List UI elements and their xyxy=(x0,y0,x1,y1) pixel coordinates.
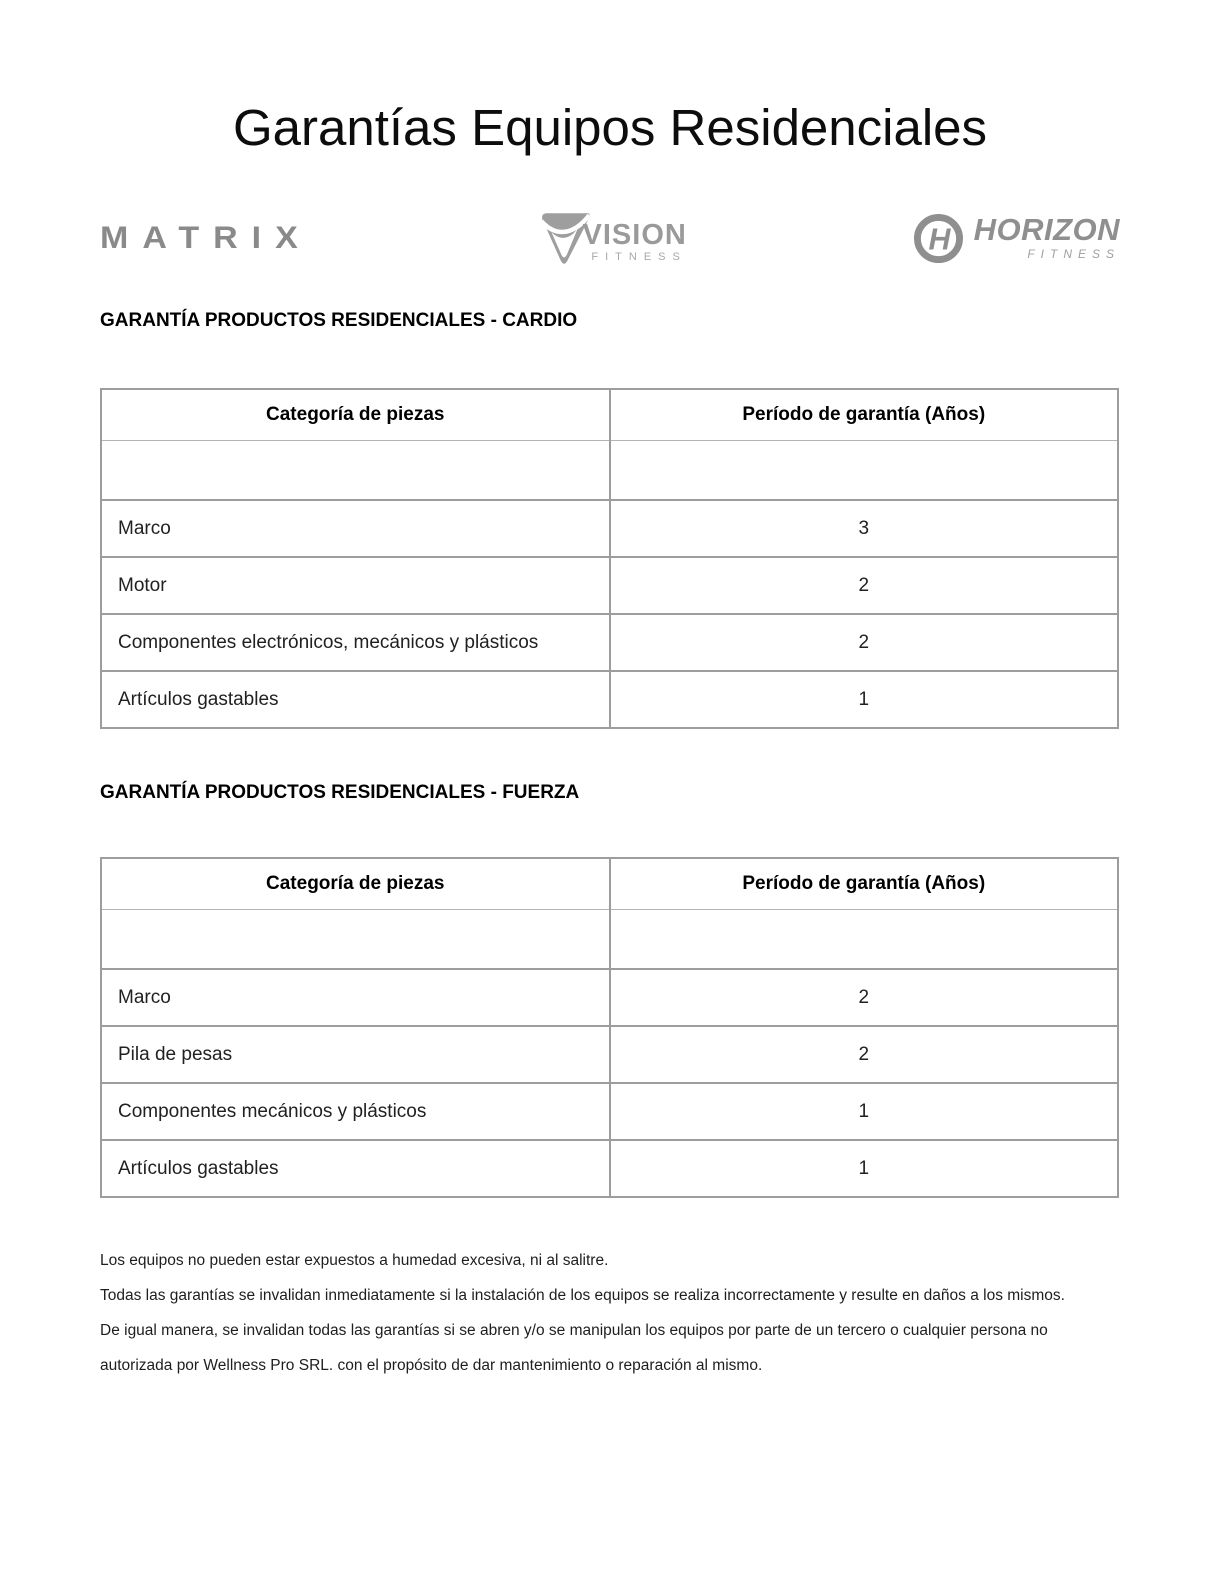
table-row xyxy=(101,557,1118,614)
column-header-category: Categoría de piezas xyxy=(101,389,610,440)
section-heading-cardio: GARANTÍA PRODUCTOS RESIDENCIALES - CARDIO xyxy=(100,310,578,331)
category-cell xyxy=(101,909,610,969)
note-humidity: Los equipos no pueden estar expuestos a humedad excesiva, ni al salitre. xyxy=(100,1252,609,1269)
category-cell: Marco xyxy=(101,500,610,557)
table-row xyxy=(101,1083,1118,1140)
period-cell: 3 xyxy=(610,500,1119,557)
period-cell: 2 xyxy=(610,969,1119,1026)
section-heading-fuerza: GARANTÍA PRODUCTOS RESIDENCIALES - FUERZA xyxy=(100,782,580,803)
category-cell: Componentes mecánicos y plásticos xyxy=(101,1083,610,1140)
category-cell: Pila de pesas xyxy=(101,1026,610,1083)
vision-wordmark xyxy=(582,218,687,263)
period-cell: 1 xyxy=(610,1083,1119,1140)
category-cell: Artículos gastables xyxy=(101,671,610,728)
disclaimer-notes xyxy=(100,1243,1120,1383)
period-cell: 2 xyxy=(610,614,1119,671)
svg-text:H: H xyxy=(928,221,951,256)
page-title: Garantías Equipos Residenciales xyxy=(232,99,988,156)
vision-fitness-label: FITNESS xyxy=(591,250,687,263)
table-header-row xyxy=(101,858,1118,909)
matrix-logo: MATRIX xyxy=(100,220,312,256)
table-row-empty xyxy=(101,909,1118,969)
period-cell: 1 xyxy=(610,1140,1119,1197)
document-page xyxy=(0,98,1220,1383)
table-row-empty xyxy=(101,440,1118,500)
table-row xyxy=(101,1026,1118,1083)
table-row xyxy=(101,500,1118,557)
table-cardio xyxy=(100,388,1119,729)
period-cell: 2 xyxy=(610,557,1119,614)
vision-fitness-logo xyxy=(538,208,687,269)
column-header-category: Categoría de piezas xyxy=(101,858,610,909)
period-cell xyxy=(610,440,1119,500)
category-cell: Marco xyxy=(101,969,610,1026)
category-cell: Artículos gastables xyxy=(101,1140,610,1197)
table-row xyxy=(101,671,1118,728)
column-header-period: Período de garantía (Años) xyxy=(610,858,1119,909)
table-row xyxy=(101,1140,1118,1197)
horizon-fitness-logo xyxy=(913,213,1120,264)
period-cell: 2 xyxy=(610,1026,1119,1083)
table-fuerza xyxy=(100,857,1119,1198)
brand-logos-row xyxy=(100,199,1120,277)
period-cell xyxy=(610,909,1119,969)
table-row xyxy=(101,969,1118,1026)
category-cell: Componentes electrónicos, mecánicos y plásticos xyxy=(101,614,610,671)
horizon-badge-icon xyxy=(913,213,964,264)
category-cell: Motor xyxy=(101,557,610,614)
note-installation: Todas las garantías se invalidan inmediatamente si la instalación de los equipos se realiza incorrectamente y resulte en daños a los mismos. xyxy=(100,1287,1065,1304)
horizon-wordmark xyxy=(973,211,1120,261)
horizon-word: HORIZON xyxy=(973,211,1120,247)
vision-word: VISION xyxy=(582,218,687,251)
column-header-period: Período de garantía (Años) xyxy=(610,389,1119,440)
period-cell: 1 xyxy=(610,671,1119,728)
table-header-row xyxy=(101,389,1118,440)
table-row xyxy=(101,614,1118,671)
horizon-fitness-label: FITNESS xyxy=(1027,246,1120,261)
category-cell xyxy=(101,440,610,500)
note-third-party: De igual manera, se invalidan todas las garantías si se abren y/o se manipulan los equipos por parte de un tercero o cualquier persona no autorizada por Wellness Pro SRL. con el propósito de dar mantenimiento o reparación al mismo. xyxy=(100,1322,1048,1374)
